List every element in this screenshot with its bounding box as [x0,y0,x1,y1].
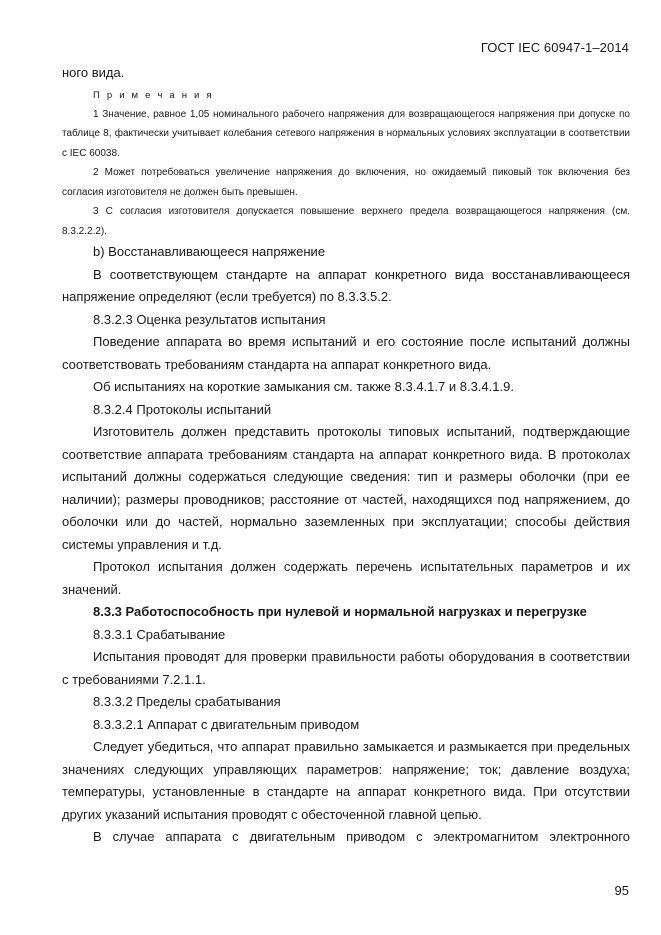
section-8-3-2-4-heading: 8.3.2.4 Протоколы испытаний [93,401,272,417]
paragraph: Поведение аппарата во время испытаний и его состояние после испытаний должны соответствовать требованиям стандарта на аппарат конкретного вида. [62,334,630,372]
paragraph: Протокол испытания должен содержать перечень испытательных параметров и их значений. [62,559,630,597]
paragraph: Об испытаниях на короткие замыкания см. также 8.3.4.1.7 и 8.3.4.1.9. [93,379,514,394]
paragraph: Изготовитель должен представить протоколы типовых испытаний, подтверждающие соответствие аппарата требованиям стандарта на аппарат конкретного вида. В протоколах испытаний должны содержаться следующие сведения: тип и размеры оболочки (при ее наличии); размеры проводников; расстояние от частей, находящихся под напряжением, до оболочки или до частей, нормально заземленных при эксплуатации; способы действия системы управления и т.д. [62,424,630,552]
document-body [62,62,630,849]
section-8-3-3-heading: 8.3.3 Работоспособность при нулевой и нормальной нагрузках и перегрузке [93,604,587,619]
paragraph-continuation: ного вида. [62,65,125,80]
paragraph: В соответствующем стандарте на аппарат конкретного вида восстанавливающееся напряжение определяют (если требуется) по 8.3.3.5.2. [62,266,630,304]
page-number: 95 [614,883,629,898]
section-8-3-2-3-heading: 8.3.2.3 Оценка результатов испытания [93,311,326,327]
document-header: ГОСТ IEC 60947-1–2014 [480,40,629,55]
paragraph: Испытания проводят для проверки правильности работы оборудования в соответствии с требованиями 7.2.1.1. [62,649,630,687]
item-b-heading: b) Восстанавливающееся напряжение [93,244,326,259]
note-1: 1 Значение, равное 1,05 номинального рабочего напряжения для возвращающегося напряжения при допуске по таблице 8, фактически учитывает колебания сетевого напряжения в нормальных условиях эксплуатации в соответствии с IEC 60038. [62,108,630,159]
section-8-3-3-2-1-heading: 8.3.3.2.1 Аппарат с двигательным приводом [93,716,360,732]
paragraph: Следует убедиться, что аппарат правильно замыкается и размыкается при предельных значениях следующих управляющих параметров: напряжение; ток; давление воздуха; температуры, установленные в стандарте на аппарат конкретного вида. При отсутствии других указаний испытания проводят с обесточенной главной цепью. [62,739,630,822]
note-3: 3 С согласия изготовителя допускается повышение верхнего предела возвращающегося напряжения (см. 8.3.2.2.2). [62,206,630,237]
section-8-3-3-2-heading: 8.3.3.2 Пределы срабатывания [93,694,281,709]
notes-title: П р и м е ч а н и я [93,89,214,101]
paragraph: В случае аппарата с двигательным приводом с электромагнитом электронного [93,829,630,844]
note-2: 2 Может потребоваться увеличение напряжения до включения, но ожидаемый пиковый ток включения без согласия изготовителя не должен быть превышен. [62,167,630,198]
section-8-3-3-1-heading: 8.3.3.1 Срабатывание [93,626,226,642]
